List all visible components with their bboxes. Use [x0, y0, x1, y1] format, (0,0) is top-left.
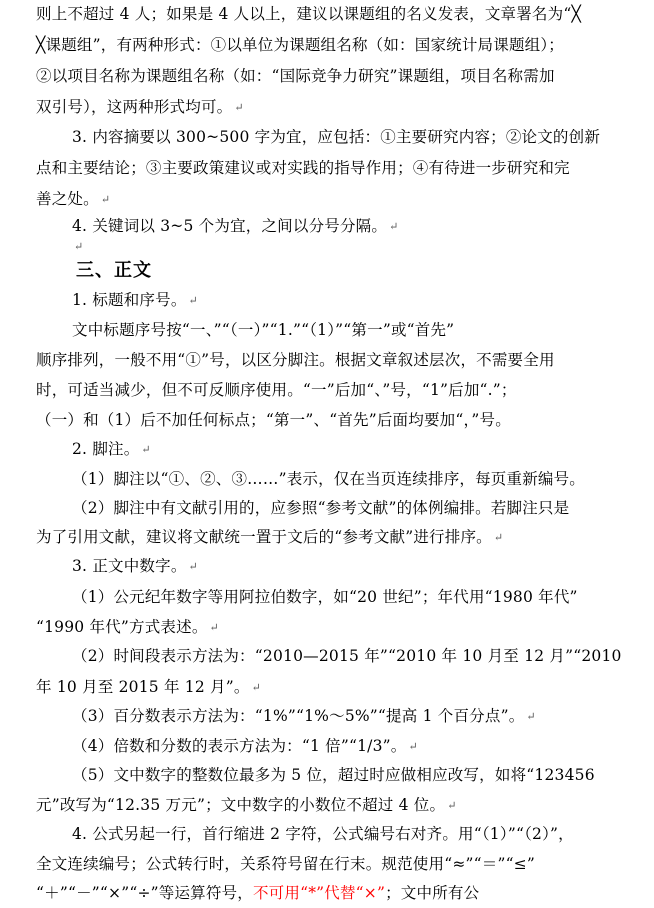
text-line: 元”改写为“12.35 万元”；文中数字的小数位不超过 4 位。 ↵ — [36, 796, 457, 814]
text-line: ②以项目名称为课题组名称（如：“国际竞争力研究”课题组，项目名称需加 — [36, 67, 555, 85]
text-line: “＋”“－”“×”“÷”等运算符号，不可用“*”代替“×”；文中所有公 — [36, 884, 480, 902]
text-line: 双引号），这两种形式均可。 ↵ — [36, 98, 244, 116]
text-line: 1. 标题和序号。 ↵ — [72, 291, 198, 309]
text-line: 顺序排列，一般不用“①”号，以区分脚注。根据文章叙述层次，不需要全用 — [36, 351, 555, 369]
paragraph-mark-icon: ↵ — [188, 560, 198, 573]
paragraph-mark-icon: ↵ — [447, 799, 457, 812]
text-line: 4. 关键词以 3~5 个为宜，之间以分号分隔。 ↵ — [72, 217, 399, 235]
paragraph-mark-icon: ↵ — [408, 740, 418, 753]
paragraph-mark-icon: ↵ — [209, 621, 219, 634]
text-line: （1）脚注以“①、②、③……”表示，仅在当页连续排序，每页重新编号。 — [72, 470, 586, 488]
text-line: 为了引用文献，建议将文献统一置于文后的“参考文献”进行排序。 ↵ — [36, 528, 504, 546]
paragraph-mark-icon: ↵ — [251, 681, 262, 694]
paragraph-mark-icon: ↵ — [389, 220, 399, 233]
paragraph-mark-icon: ↵ — [74, 240, 84, 253]
text-line: 年 10 月至 2015 年 12 月”。 ↵ — [36, 678, 262, 696]
text-line: ╳课题组”，有两种形式：①以单位为课题组名称（如：国家统计局课题组）； — [36, 36, 565, 54]
paragraph-mark-icon: ↵ — [188, 294, 198, 307]
text-line: 文中标题序号按“一、”“（一）”“1.”“（1）”“第一”或“首先” — [72, 321, 455, 339]
text-line: 4. 公式另起一行，首行缩进 2 字符，公式编号右对齐。用“（1）”“（2）”， — [72, 825, 574, 843]
text-line: 3. 正文中数字。 ↵ — [72, 557, 198, 575]
paragraph-mark-icon: ↵ — [234, 101, 244, 114]
paragraph-mark-icon: ↵ — [100, 193, 111, 206]
text-line: （2）时间段表示方法为：“2010—2015 年”“2010 年 10 月至 12 月”“2010 — [72, 647, 622, 665]
text-line: 2. 脚注。 ↵ — [72, 440, 151, 458]
text-line: （2）脚注中有文献引用的，应参照“参考文献”的体例编排。若脚注只是 — [72, 499, 570, 517]
paragraph-mark-icon: ↵ — [493, 531, 504, 544]
text-line: 则上不超过 4 人；如果是 4 人以上，建议以课题组的名义发表，文章署名为“╳ — [36, 5, 581, 23]
paragraph-mark-icon: ↵ — [526, 710, 536, 723]
text-line: （4）倍数和分数的表示方法为：“1 倍”“1/3”。 ↵ — [72, 737, 418, 755]
red-highlight-text: 不可用“*”代替“×” — [252, 884, 386, 902]
text-line: 全文连续编号；公式转行时，关系符号留在行末。规范使用“≈”“＝”“≤” — [36, 855, 536, 873]
text-line: “1990 年代”方式表述。 ↵ — [36, 618, 219, 636]
text-line: 善之处。 ↵ — [36, 190, 111, 208]
text-line: （1）公元纪年数字等用阿拉伯数字，如“20 世纪”；年代用“1980 年代” — [72, 588, 578, 606]
text-line: 3. 内容摘要以 300~500 字为宜，应包括：①主要研究内容；②论文的创新 — [72, 128, 601, 146]
paragraph-mark-icon: ↵ — [141, 443, 151, 456]
text-line: 点和主要结论；③主要政策建议或对实践的指导作用；④有待进一步研究和完 — [36, 159, 570, 177]
text-line: 时，可适当减少，但不可反顺序使用。“一”后加“、”号，“1”后加“.”； — [36, 381, 517, 399]
text-line: （5）文中数字的整数位最多为 5 位，超过时应做相应改写，如将“123456 — [72, 766, 595, 784]
text-line: （3）百分数表示方法为：“1%”“1%～5%”“提高 1 个百分点”。 ↵ — [72, 707, 536, 725]
text-line: （一）和（1）后不加任何标点；“第一”、“首先”后面均要加“，”号。 — [36, 411, 511, 429]
section-heading: 三、正文 — [76, 260, 152, 281]
